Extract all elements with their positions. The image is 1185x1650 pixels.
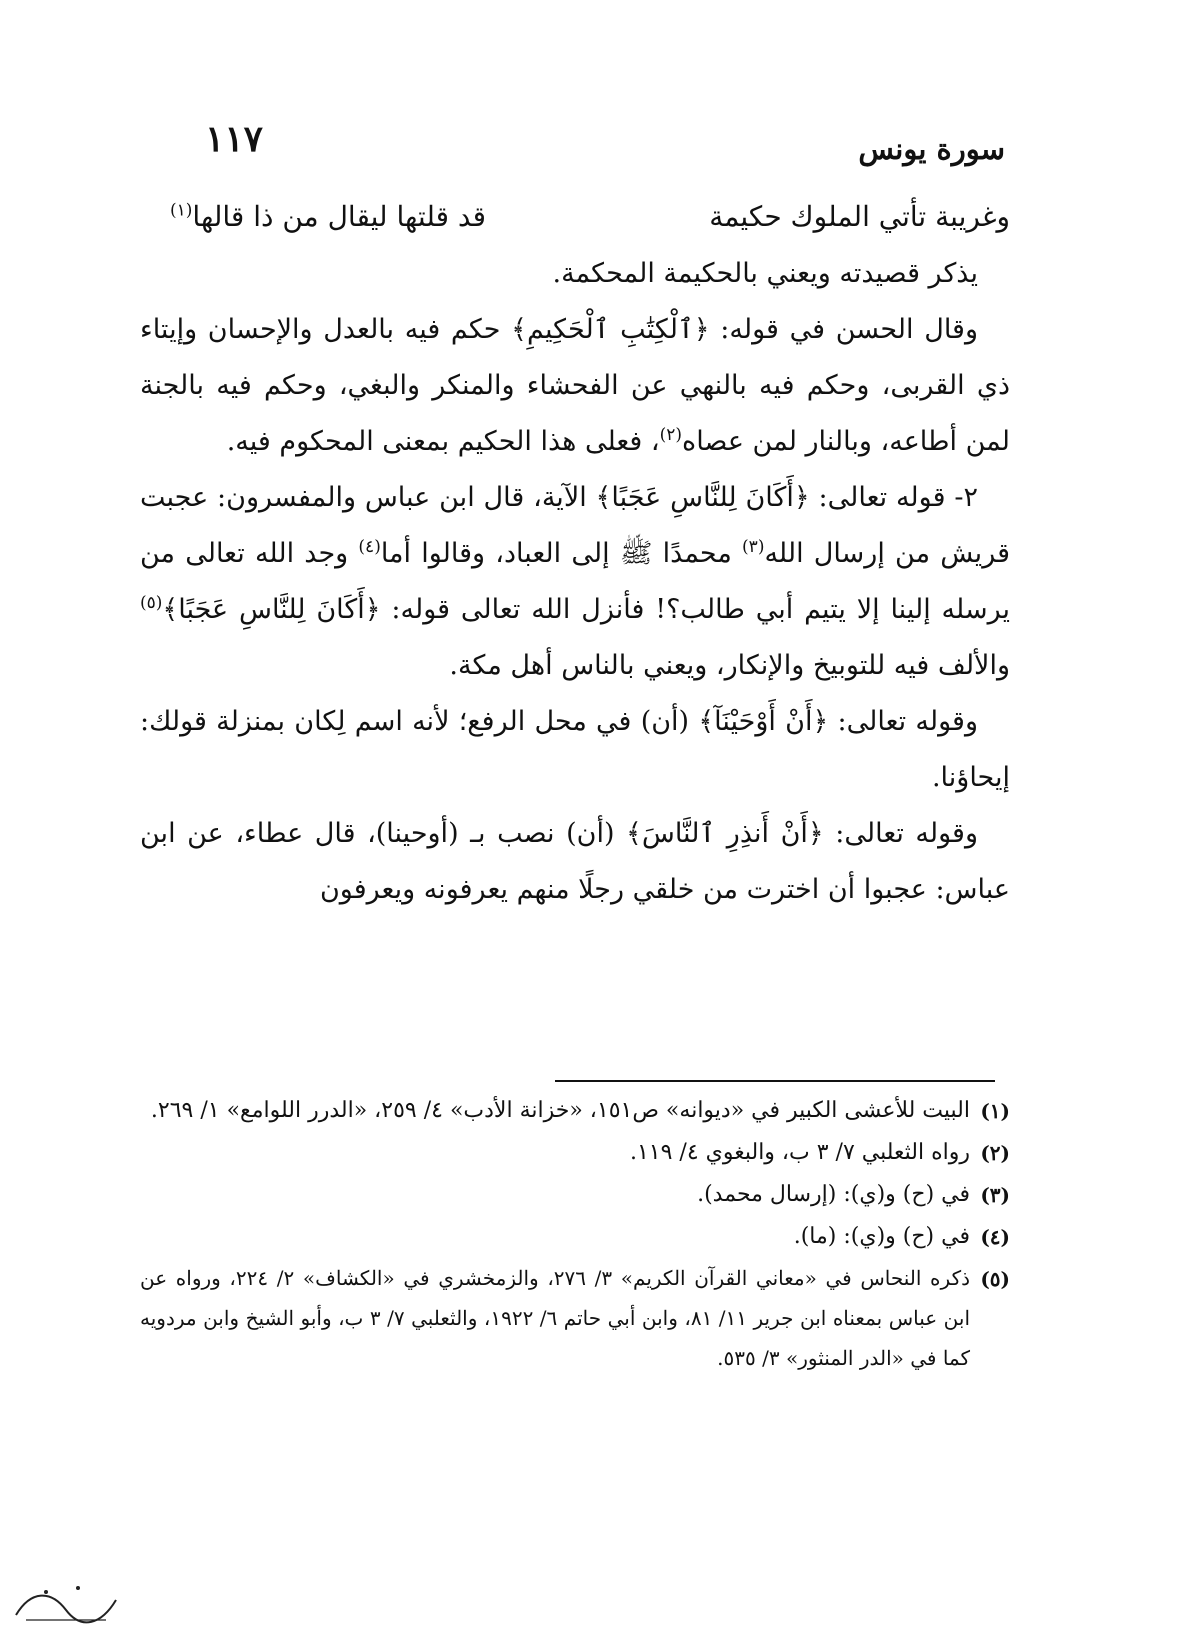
verse-second-hemistich: قد قلتها ليقال من ذا قالها$^{(١)}$: [170, 200, 487, 233]
footnote-text: في (ح) و(ي): (ما).: [793, 1224, 970, 1249]
footnote-marker: (٥): [140, 593, 163, 613]
footnote: [140, 1174, 1010, 1216]
paragraph: ٢- قوله تعالى: ﴿أَكَانَ لِلنَّاسِ عَجَبًا﴾ الآية، قال ابن عباس والمفسرون: عجبت قريش من إرسال الله$^{(٣)}$ محمدًا ﷺ إلى العباد، وقالوا أما$^{(٤)}$ وجد الله تعالى من يرسله إلينا إلا يتيم أبي طالب؟! فأنزل الله تعالى قوله: ﴿أَكَانَ لِلنَّاسِ عَجَبًا﴾$^{(٥)}$ والألف فيه للتوبيخ والإنكار، ويعني بالناس أهل مكة.: [140, 482, 1010, 681]
footnote: [140, 1216, 1010, 1258]
footnote-text: البيت للأعشى الكبير في «ديوانه» ص١٥١، «خزانة الأدب» ٤/ ٢٥٩، «الدرر اللوامع» ١/ ٢٦٩.: [150, 1098, 970, 1123]
footnote-number: (٥): [980, 1267, 1010, 1291]
footnote: [140, 1132, 1010, 1174]
paragraph: يذكر قصيدته ويعني بالحكيمة المحكمة.: [552, 258, 978, 289]
footnote-marker: (١): [170, 200, 193, 221]
library-stamp-logo: [6, 1570, 126, 1630]
footnote-text: ذكره النحاس في «معاني القرآن الكريم» ٣/ ٢٧٦، والزمخشري في «الكشاف» ٢/ ٢٢٤، ورواه عن ابن عباس بمعناه ابن جرير ١١/ ٨١، وابن أبي حاتم ٦/ ١٩٢٢، والثعلبي ٧/ ٣ ب، وأبو الشيخ وابن مردويه كما في «الدر المنثور» ٣/ ٥٣٥.: [140, 1266, 970, 1370]
footnote-marker: (٤): [358, 537, 381, 557]
footnotes: [140, 1090, 1010, 1378]
page-header: [205, 118, 1005, 178]
footnote-text: رواه الثعلبي ٧/ ٣ ب، والبغوي ٤/ ١١٩.: [629, 1140, 970, 1165]
verse-first-hemistich: وغريبة تأتي الملوك حكيمة: [709, 200, 1010, 233]
paragraph: وقوله تعالى: ﴿أَنْ أَنذِرِ ٱلنَّاسَ﴾ (أن) نصب بـ (أوحينا)، قال عطاء، عن ابن عباس: عجبوا أن اخترت من خلقي رجلًا منهم يعرفونه ويعرفون: [140, 818, 1010, 905]
paragraph: وقال الحسن في قوله: ﴿ٱلْكِتَٰبِ ٱلْحَكِيمِ﴾ حكم فيه بالعدل والإحسان وإيتاء ذي القربى، وحكم فيه بالنهي عن الفحشاء والمنكر والبغي، وحكم فيه بالجنة لمن أطاعه، وبالنار لمن عصاه$^{(٢)}$، فعلى هذا الحكيم بمعنى المحكوم فيه.: [140, 314, 1010, 457]
page-number: ١١٧: [205, 118, 264, 160]
footnote-marker: (٢): [659, 425, 683, 445]
main-text: [140, 188, 1010, 918]
paragraph: وقوله تعالى: ﴿أَنْ أَوْحَيْنَآ﴾ (أن) في محل الرفع؛ لأنه اسم لِكان بمنزلة قولك: إيحاؤنا.: [140, 706, 1010, 793]
footnote-text: في (ح) و(ي): (إرسال محمد).: [697, 1182, 970, 1207]
footnote-number: (٣): [980, 1183, 1010, 1207]
footnote: [140, 1090, 1010, 1132]
footnote-marker: (٣): [742, 537, 765, 557]
footnote-number: (١): [980, 1099, 1010, 1123]
footnote: [140, 1258, 1010, 1378]
footnote-number: (٢): [980, 1141, 1010, 1165]
footnote-number: (٤): [980, 1225, 1010, 1249]
poetry-verse: [140, 188, 1010, 246]
footnote-divider: [555, 1080, 995, 1082]
surah-title: سورة يونس: [858, 132, 1005, 166]
